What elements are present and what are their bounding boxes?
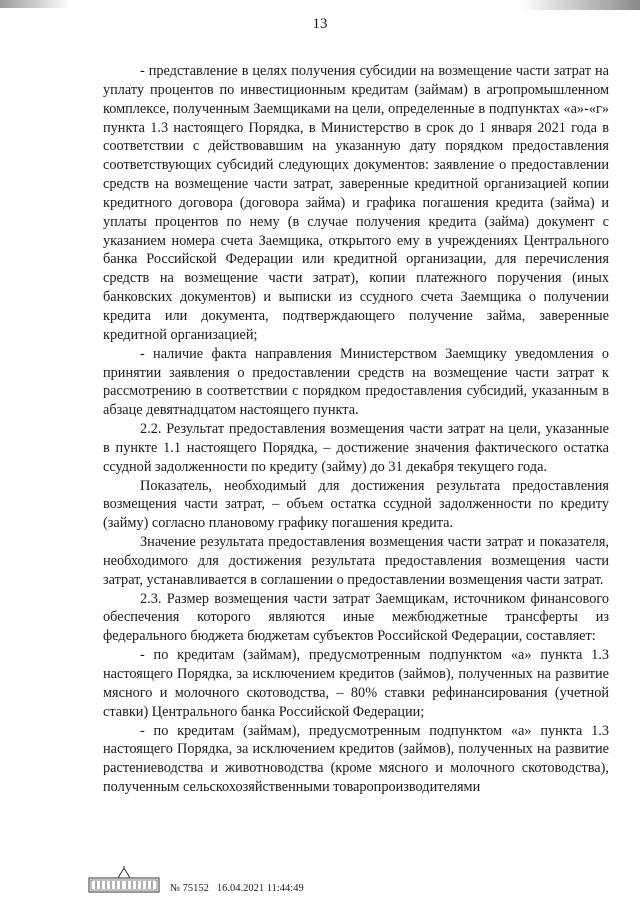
paragraph: Значение результата предоставления возмещения части затрат и показателя, необходимого для достижения результата предоставления возмещения части затрат, устанавливается в соглашении о предоставлении возмещения части затрат. <box>103 534 609 588</box>
registration-footer <box>88 864 304 894</box>
paragraph: - по кредитам (займам), предусмотренным подпунктом «а» пункта 1.3 настоящего Порядка, за исключением кредитов (займов), полученных на развитие мясного и молочного скотоводства, – 80% ставки рефинансирования (учетной ставки) Центрального банка Российской Федерации; <box>103 647 609 720</box>
building-stamp-icon <box>88 866 160 894</box>
scan-artifact-right <box>520 0 640 10</box>
document-number: № 75152 <box>170 883 209 894</box>
paragraph: 2.3. Размер возмещения части затрат Заемщикам, источником финансового обеспечения которого являются иные межбюджетные трансферты из федерального бюджета бюджетам субъектов Российской Федерации, составляет: <box>103 590 609 645</box>
paragraph: 2.2. Результат предоставления возмещения части затрат на цели, указанные в пункте 1.1 настоящего Порядка, – достижение значения фактического остатка ссудной задолженности по кредиту (займу) до 31 декабря текущего года. <box>103 421 609 475</box>
paragraph: Показатель, необходимый для достижения результата предоставления возмещения части затрат, – объем остатка ссудной задолженности по кредиту (займу) согласно плановому графику погашения кредита. <box>103 477 609 532</box>
document-body <box>103 62 609 797</box>
page-number: 13 <box>312 16 328 32</box>
registration-timestamp: 16.04.2021 11:44:49 <box>216 883 304 894</box>
paragraph: - по кредитам (займам), предусмотренным подпунктом «а» пункта 1.3 настоящего Порядка, за исключением кредитов (займов), полученных на развитие растениеводства и животноводства (кроме мясного и молочного скотоводства), полученным сельскохозяйственными товаропроизводителями <box>103 722 609 796</box>
paragraph: - наличие факта направления Министерством Заемщику уведомления о принятии заявления о предоставлении средств на возмещение части затрат к рассмотрению в соответствии с порядком предоставления субсидий, указанным в абзаце девятнадцатом настоящего пункта. <box>103 345 609 419</box>
paragraph: - представление в целях получения субсидии на возмещение части затрат на уплату процентов по инвестиционным кредитам (займам) в агропромышленном комплексе, полученным Заемщиками на цели, определенные в подпунктах «а»-«г» пункта 1.3 настоящего Порядка, в Министерство в срок до 1 января 2021 года в соответствии с действовавшим на указанную дату порядком предоставления соответствующих субсидий следующих документов: заявление о предоставлении средств на возмещение части затрат, заверенные кредитной организацией копии кредитного договора (договора займа) и графика погашения кредита (займа) и уплаты процентов по нему (в случае получения кредита (займа) документ с указанием номера счета Заемщика, открытого ему в учреждениях Центрального банка Российской Федерации или кредитной организации, для перечисления средств на возмещение части затрат), копии платежного поручения (иных банковских документов) и выписки из ссудного счета Заемщика о получении кредита или документа, подтверждающего получение займа, заверенные кредитной организацией; <box>103 63 609 343</box>
scan-artifact-left <box>0 0 70 8</box>
